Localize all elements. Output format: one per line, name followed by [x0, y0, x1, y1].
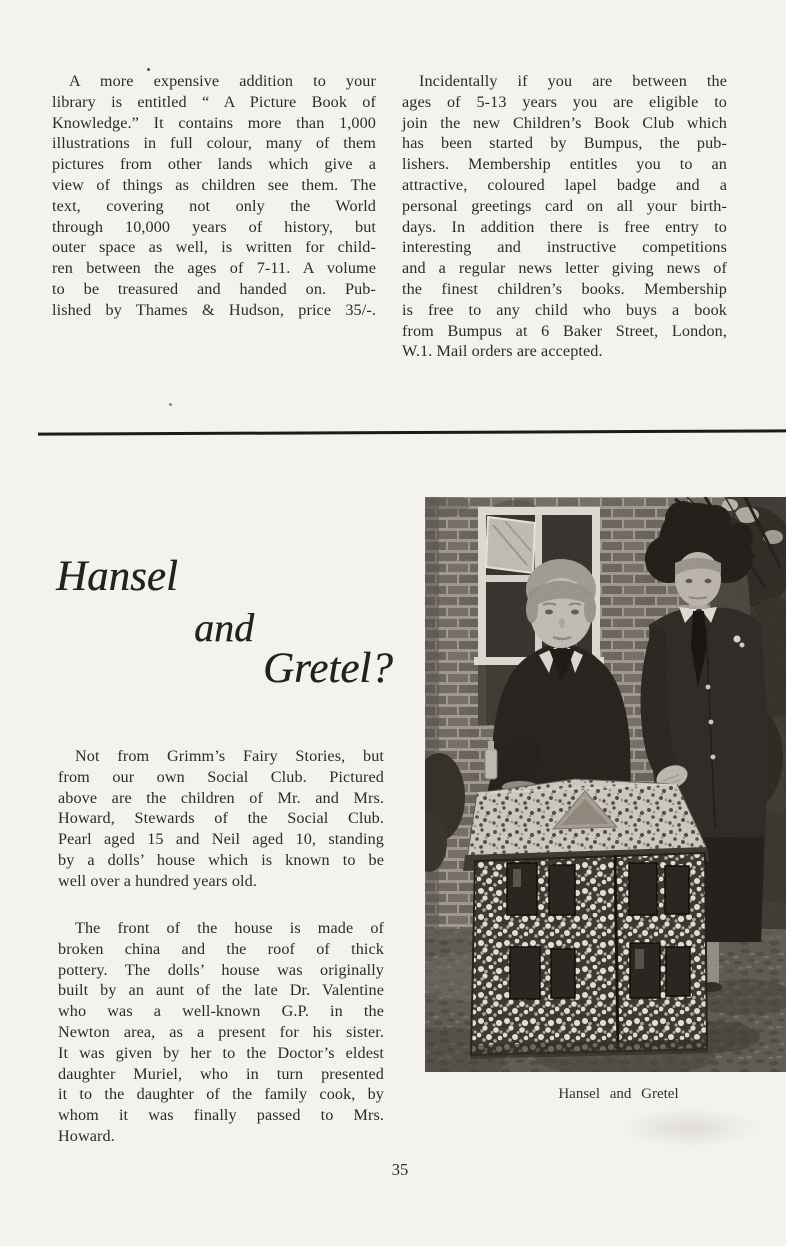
text-line: Newton area, as a present for his sister. [58, 1022, 384, 1041]
text-line: from Bumpus at 6 Baker Street, London, [402, 321, 727, 340]
text-line: Knowledge.” It contains more than 1,000 [52, 113, 376, 132]
text-line: outer space as well, is written for child- [52, 238, 376, 257]
text-line: who was a well-known G.P. in the [58, 1002, 384, 1021]
text-line: to be treasured and handed on. Pub- [52, 279, 376, 298]
text-line: The front of the house is made of [75, 919, 384, 937]
text-line: has been started by Bumpus, the pub- [402, 134, 727, 153]
text-line: personal greetings card on all your birth- [402, 196, 727, 215]
text-line: and a regular news letter giving news of [402, 259, 727, 278]
text-line: Pearl aged 15 and Neil aged 10, standing [58, 830, 384, 849]
hansel-paragraph-2 [58, 918, 384, 1147]
page-number: 35 [391, 1160, 409, 1179]
text-line: interesting and instructive competitions [402, 238, 727, 257]
section-divider-rule [38, 429, 786, 435]
text-line: through 10,000 years of history, but [52, 217, 376, 236]
text-line: well over a hundred years old. [58, 871, 257, 890]
text-line: Howard, Stewards of the Social Club. [58, 809, 384, 828]
text-line: ages of 5-13 years you are eligible to [402, 92, 727, 111]
text-line: ren between the ages of 7-11. A volume [52, 259, 376, 278]
heading-line-3: Gretel? [263, 645, 393, 692]
text-line: It was given by her to the Doctor’s eldest [58, 1043, 384, 1062]
text-line: daughter Muriel, who in turn presented [58, 1064, 384, 1083]
text-line: days. In addition there is free entry to [402, 217, 727, 236]
heading-line-1: Hansel [56, 553, 178, 600]
text-line: pictures from other lands which give a [52, 155, 376, 174]
text-line: by a dolls’ house which is known to be [58, 850, 384, 869]
text-line: from our own Social Club. Pictured [58, 767, 384, 786]
text-line: A more expensive addition to your [69, 72, 376, 90]
text-line: built by an aunt of the late Dr. Valentine [58, 981, 384, 1000]
text-line: Howard. [58, 1126, 115, 1145]
scan-artifact-dot [169, 403, 172, 406]
text-line: illustrations in full colour, many of them [52, 134, 376, 153]
text-line: library is entitled “ A Picture Book of [52, 92, 376, 111]
text-line: attractive, coloured lapel badge and a [402, 175, 727, 194]
text-line: text, covering not only the World [52, 196, 376, 215]
text-line: lished by Thames & Hudson, price 35/-. [52, 300, 376, 319]
article-left-column [52, 71, 376, 321]
text-line: view of things as children see them. The [52, 175, 376, 194]
text-line: W.1. Mail orders are accepted. [402, 342, 603, 361]
text-line: the finest children’s books. Membership [402, 279, 727, 298]
text-line: pottery. The dolls’ house was originally [58, 960, 384, 979]
text-line: whom it was finally passed to Mrs. [58, 1106, 384, 1125]
text-line: is free to any child who buys a book [402, 300, 727, 319]
text-line: join the new Children’s Book Club which [402, 113, 727, 132]
hansel-paragraph-1 [58, 746, 384, 892]
text-line: it to the daughter of the family cook, by [58, 1085, 384, 1104]
text-line: broken china and the roof of thick [58, 939, 384, 958]
text-line: above are the children of Mr. and Mrs. [58, 788, 384, 807]
scan-artifact-smudge [620, 1108, 760, 1148]
text-line: Incidentally if you are between the [419, 72, 727, 90]
text-line: Not from Grimm’s Fairy Stories, but [75, 747, 384, 765]
text-line: lishers. Membership entitles you to an [402, 155, 727, 174]
article-right-column [402, 71, 727, 362]
scan-artifact-dot [147, 68, 150, 71]
heading-line-2: and [194, 605, 254, 650]
photo-hansel-and-gretel [425, 497, 786, 1072]
photo-caption: Hansel and Gretel [558, 1086, 679, 1102]
